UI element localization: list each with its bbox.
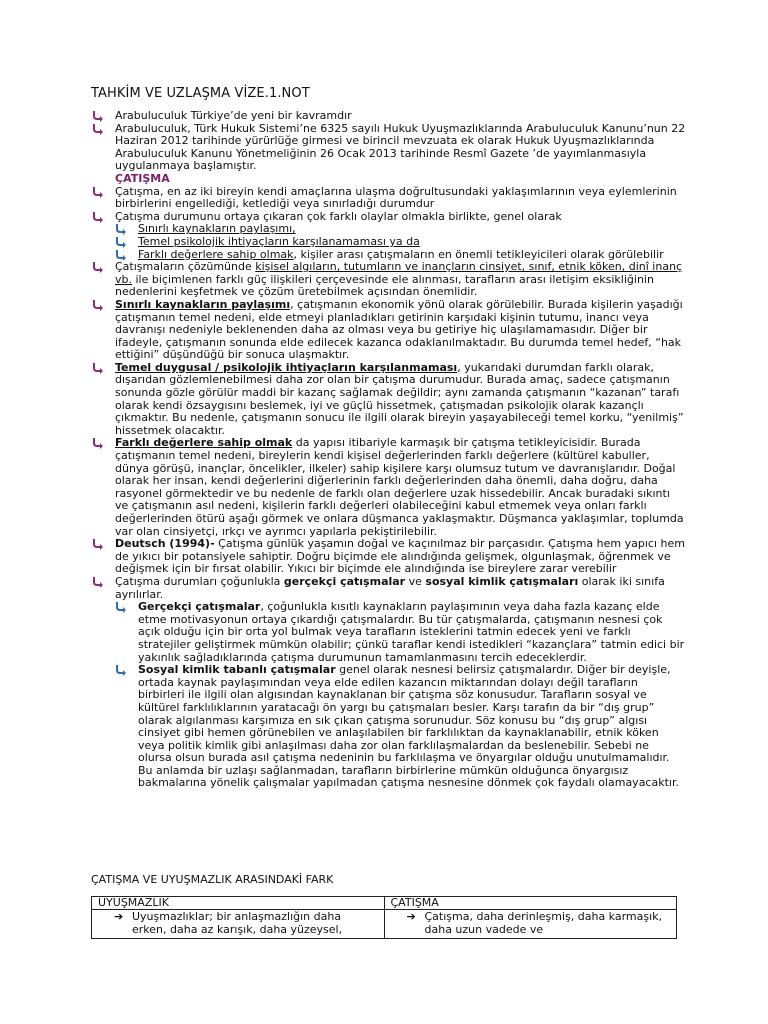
- blue-hook-arrow-icon: [114, 236, 128, 248]
- list-item: Farklı değerlere sahip olmak da yapısı itibariyle karmaşık bir çatışma tetikleyicisidir. Burada çatışmanın temel nedeni, bireylerin kendi kişisel değerlerinden farklı değerlere (kültürel kabuller, dünya görüşü, inançlar, öncelikler, ilkeler) sahip kişilere karşı olumsuz tutum ve davranışlarıdır. Doğal olarak her insan, kendi değerlerini diğerlerinin farklı değerlerinden daha önemli, daha doğru, daha rasyonel görmektedir ve bu nedenle de farklı olan değerlere uzak hissedebilir. Ancak buradaki sıkıntı ve çatışmanın asıl nedeni, kişilerin farklı değerleri olabileceğini kabul etmemek veya onları farklı değerlerinden ötürü aşağı görmek ve onlara düşmanca yaklaşmaktır. Düşmanca yaklaşımlar, toplumda var olan cinsiyetçi, ırkçı ve ayrımcı yapılarla pekiştirilebilir.: [91, 437, 686, 538]
- purple-hook-arrow-icon: [91, 437, 105, 449]
- purple-hook-arrow-icon: [91, 123, 105, 135]
- table-row: [92, 910, 677, 939]
- column-header-uyusmazlik: UYUŞMAZLIK: [92, 897, 385, 910]
- sub-list-item: Gerçekçi çatışmalar, çoğunlukla kısıtlı kaynakların paylaşımının veya daha fazla kazanç elde etme motivasyonun ortaya çıkardığı çatışmalardır. Bu tür çatışmalarda, çatışmanın nesnesi çok açık olduğu için bir orta yol bulmak veya tarafların isteklerini tatmin edecek yeni ve farklı stratejiler geliştirmek mümkün olabilir; çünkü taraflar kendi istedikleri “kazançlara” tatmin edici bir yakınlık sağladıklarında çatışma durumunun tamamlanmasını tercih edeceklerdir.: [91, 601, 686, 664]
- table-cell-item: ➔ Uyuşmazlıklar; bir anlaşmazlığın daha erken, daha az karışık, daha yüzeysel,: [114, 910, 343, 936]
- table-header-row: [92, 897, 677, 910]
- column-header-catisma: ÇATIŞMA: [384, 897, 677, 910]
- purple-hook-arrow-icon: [91, 261, 105, 273]
- purple-hook-arrow-icon: [91, 186, 105, 198]
- list-item: Temel duygusal / psikolojik ihtiyaçların karşılanmaması, yukarıdaki durumdan farklı olarak, dışarıdan gözlemlenebilmesi daha zor olan bir çatışma durumudur. Burada amaç, sadece çatışmanın sonunda gözle görülür maddi bir kazanç sağlamak değildir; aynı zamanda çatışmanın “kazanan” tarafı olarak kendi özsaygısını beslemek, iyi ve güçlü hissetmek, çatışmadan psikolojik olarak kazançlı çıkmaktır. Bu nedenle, çatışmanın sonucu ile ilgili olarak bireyin yaşayabileceği temel korku, “yenilmiş” hissetmek olacaktır.: [91, 362, 686, 438]
- blue-hook-arrow-icon: [114, 249, 128, 261]
- purple-hook-arrow-icon: [91, 538, 105, 550]
- purple-hook-arrow-icon: [91, 299, 105, 311]
- page-title: TAHKİM VE UZLAŞMA VİZE.1.NOT: [91, 86, 310, 101]
- purple-hook-arrow-icon: [91, 211, 105, 223]
- purple-hook-arrow-icon: [91, 110, 105, 122]
- list-item: Çatışmaların çözümünde kişisel algıların, tutumların ve inançların cinsiyet, sınıf, etnik köken, dinî inanç vb. ile biçimlenen farklı güç ilişkileri çerçevesinde ele alınması, tarafların arası iletişim eksikliğinin nedenlerini keşfetmek ve çözüm üretebilmek açısından önemlidir.: [91, 261, 686, 299]
- right-arrow-icon: ➔: [114, 910, 124, 923]
- catisma-heading: ÇATIŞMA: [115, 171, 170, 185]
- blue-hook-arrow-icon: [114, 601, 128, 613]
- blue-hook-arrow-icon: [114, 664, 128, 676]
- right-arrow-icon: ➔: [406, 910, 416, 923]
- sub-list-item: Sosyal kimlik tabanlı çatışmalar genel olarak nesnesi belirsiz çatışmalardır. Diğer bir deyişle, ortada kaynak paylaşımından veya elde edilen kazancın miktarından dolayı değil tarafların birbirleri ile ilgili olan algısından kaynaklanan bir çatışma söz konusudur. Tarafların sosyal ve kültürel farklılıklarının yaratacağı ön yargı bu çatışmaları besler. Karşı tarafın da bir “dış grup” olarak algılanması karşımıza en sık çıkan çatışma sorunudur. Söz konusu bu “dış grup” algısı cinsiyet gibi hemen görünebilen ve anlaşılabilen bir farklılıktan da kaynaklanabilir, etnik köken veya politik kimlik gibi anlaşılması daha zor olan farklılaşmalardan da beslenebilir. Sebebi ne olursa olsun burada asıl çatışma nedeninin bu farklılaşma ve önyargılar olduğu unutulmamalıdır. Bu anlamda bir uzlaşı sağlanmadan, tarafların birbirlerine mümkün olduğunca önyargısız bakmalarına yönelik çalışmalar yapılmadan çatışma nesnesine dönmek çok faydalı olamayacaktır.: [91, 664, 686, 790]
- list-item: Deutsch (1994)- Çatışma günlük yaşamın doğal ve kaçınılmaz bir parçasıdır. Çatışma hem yapıcı hem de yıkıcı bir potansiyele sahiptir. Doğru biçimde ele alındığında gelişmek, olgunlaşmak, öğrenmek ve değişmek için bir fırsat olabilir. Yıkıcı bir biçimde ele alındığında ise bireylere zarar verebilir: [91, 538, 686, 576]
- table-cell: [384, 910, 677, 939]
- list-item: Arabuluculuk Türkiye’de yeni bir kavramdır: [91, 110, 686, 123]
- section-title: ÇATIŞMA VE UYUŞMAZLIK ARASINDAKİ FARK: [91, 873, 334, 886]
- list-item: Arabuluculuk, Türk Hukuk Sistemi’ne 6325 sayılı Hukuk Uyuşmazlıklarında Arabuluculuk Kanunu’nun 22 Haziran 2012 tarihinde yürürlüğe girmesi ve birincil mevzuata ek olarak Hukuk Uyuşmazlıklarında Arabuluculuk Kanunu Yönetmeliğinin 26 Ocak 2013 tarihinde Resmî Gazete ’de yayımlanmasıyla uygulanmaya başlamıştır.: [91, 123, 686, 173]
- purple-hook-arrow-icon: [91, 576, 105, 588]
- notes-list: [91, 110, 686, 790]
- comparison-table: [91, 896, 677, 939]
- purple-hook-arrow-icon: [91, 362, 105, 374]
- table-cell: [92, 910, 385, 939]
- list-item: Sınırlı kaynakların paylaşımı, çatışmanın ekonomik yönü olarak görülebilir. Burada kişilerin yaşadığı çatışmanın temel nedeni, elde etmeyi planladıkları getirinin karşıdaki kişinin tutumu, inancı veya davranışı nedeniyle beklenenden daha az olması veya bu getiriye hiç ulaşılamamasıdır. Diğer bir ifadeyle, çatışmanın sonunda elde edilecek kazanca odaklanılmaktadır. Bu durumda temel hedef, “hak ettiğini” düşündüğü bir sonuca ulaşmaktır.: [91, 299, 686, 362]
- blue-hook-arrow-icon: [114, 223, 128, 235]
- list-item: Çatışma durumları çoğunlukla gerçekçi çatışmalar ve sosyal kimlik çatışmaları olarak iki sınıfa ayrılırlar.: [91, 576, 686, 601]
- sub-list-item: Sınırlı kaynakların paylaşımı,: [91, 223, 686, 236]
- sub-list-item: Farklı değerlere sahip olmak, kişiler arası çatışmaların en önemli tetikleyicileri olarak görülebilir: [91, 249, 686, 262]
- sub-list-item: Temel psikolojik ihtiyaçların karşılanamaması ya da: [91, 236, 686, 249]
- table-cell-item: ➔ Çatışma, daha derinleşmiş, daha karmaşık, daha uzun vadede ve: [406, 910, 663, 936]
- list-item: Çatışma, en az iki bireyin kendi amaçlarına ulaşma doğrultusundaki yaklaşımlarının veya eylemlerinin birbirlerini engellediği, ketlediği veya sınırladığı durumdur: [91, 186, 686, 211]
- list-item: Çatışma durumunu ortaya çıkaran çok farklı olaylar olmakla birlikte, genel olarak: [91, 211, 686, 224]
